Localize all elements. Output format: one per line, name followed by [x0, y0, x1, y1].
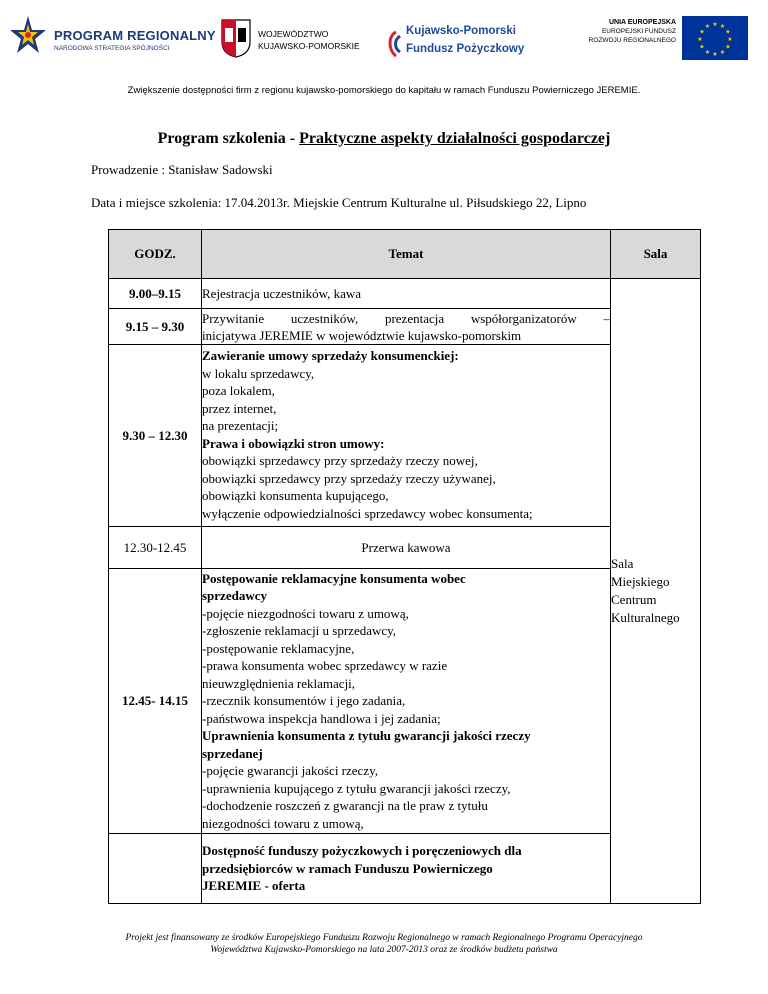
room-line: Miejskiego: [611, 574, 670, 589]
svg-text:★: ★: [725, 43, 731, 51]
topic-line: nieuwzględnienia reklamacji,: [202, 675, 356, 691]
row-time: 12.30-12.45: [109, 527, 202, 569]
eu-line2: EUROPEJSKI FUNDUSZ: [601, 28, 676, 35]
svg-text:★: ★: [697, 36, 703, 43]
row-time: 9.30 – 12.30: [109, 345, 202, 527]
topic-line: Zawieranie umowy sprzedaży konsumenckiej:: [202, 348, 459, 363]
row-topic: [202, 345, 611, 527]
date-place-line: Data i miejsce szkolenia: 17.04.2013r. Miejskie Centrum Kulturalne ul. Piłsudskiego 22, Lipno: [91, 195, 587, 210]
svg-text:★: ★: [719, 23, 726, 30]
topic-line: Prawa i obowiązki stron umowy:: [202, 435, 385, 451]
row-time: 9.15 – 9.30: [109, 309, 202, 345]
topic-line: obowiązki konsumenta kupującego,: [202, 488, 389, 503]
row-topic: [202, 569, 611, 834]
fundusz-line2: Fundusz Pożyczkowy: [406, 43, 525, 55]
topic-line: Uprawnienia konsumenta z tytułu gwarancji jakości rzeczy: [202, 728, 531, 744]
svg-text:★: ★: [699, 43, 705, 51]
row-topic: [202, 309, 611, 345]
row-time: 12.45- 14.15: [109, 569, 202, 834]
row-topic: [202, 834, 611, 904]
wojewodztwo-name: [258, 28, 360, 52]
footer-line1: Projekt jest finansowany ze środków Europejskiego Funduszu Rozwoju Regionalnego w ramach Regionalnego Programu Operacyjnego: [125, 933, 643, 943]
topic-line: wyłączenie odpowiedzialności sprzedawcy wobec konsumenta;: [202, 505, 533, 521]
topic-line: sprzedanej: [202, 745, 263, 761]
room-cell: [611, 279, 701, 904]
room-line: Sala: [611, 556, 634, 571]
topic-line: sprzedawcy: [202, 588, 267, 604]
topic-line: Dostępność funduszy pożyczkowych i poręczeniowych dla: [202, 843, 522, 859]
schedule-table: [108, 229, 701, 904]
row-topic: [202, 279, 611, 309]
svg-text:★: ★: [704, 23, 711, 30]
fundusz-line1: Kujawsko-Pomorski: [406, 25, 516, 37]
program-regionalny-title: PROGRAM REGIONALNY: [54, 28, 216, 43]
eu-text: [586, 18, 676, 45]
topic-line: poza lokalem,: [202, 383, 275, 398]
fundusz-logo: [382, 12, 542, 64]
topic-line: -zgłoszenie reklamacji u sprzedawcy,: [202, 623, 397, 639]
wojewodztwo-line1: WOJEWÓDZTWO: [258, 29, 329, 39]
wojewodztwo-logo: [220, 14, 370, 64]
leader-line: Prowadzenie : Stanisław Sadowski: [91, 162, 273, 177]
room-line: Kulturalnego: [611, 610, 680, 625]
page-title: [0, 130, 768, 148]
svg-text:★: ★: [699, 28, 705, 36]
fundusz-mark-icon: [386, 30, 406, 58]
svg-text:★: ★: [727, 36, 733, 43]
row-topic: [202, 527, 611, 569]
eu-flag-icon: [682, 16, 748, 60]
topic-line: -prawa konsumenta wobec sprzedawcy w razie: [202, 658, 448, 674]
wojewodztwo-line2: KUJAWSKO-POMORSKIE: [258, 41, 360, 51]
eu-logo: [586, 14, 762, 64]
program-regionalny-logo: [8, 14, 216, 64]
header-time: GODZ.: [109, 230, 202, 279]
topic-line: Przywitanie uczestników, prezentacja współorganizatorów –: [202, 310, 610, 326]
header-room: Sala: [611, 230, 701, 279]
topic-line: Rejestracja uczestników, kawa: [202, 285, 362, 301]
topic-line: przedsiębiorców w ramach Funduszu Powierniczego: [202, 860, 493, 876]
footer: [0, 932, 768, 956]
header-topic: Temat: [202, 230, 611, 279]
topic-line: inicjatywa JEREMIE w województwie kujawsko-pomorskim: [202, 327, 522, 343]
room-line: Centrum: [611, 592, 657, 607]
topic-line: Postępowanie reklamacyjne konsumenta wobec: [202, 570, 466, 586]
row-time: 9.00–9.15: [109, 279, 202, 309]
topic-line: -uprawnienia kupującego z tytułu gwarancji jakości rzeczy,: [202, 780, 511, 796]
footer-line2: Województwa Kujawsko-Pomorskiego na lata 2007-2013 oraz ze środków budżetu państwa: [210, 945, 558, 955]
svg-text:★: ★: [712, 51, 718, 58]
coat-of-arms-icon: [220, 18, 252, 58]
svg-text:★: ★: [719, 49, 726, 56]
topic-line: -pojęcie gwarancji jakości rzeczy,: [202, 763, 379, 779]
svg-text:★: ★: [725, 28, 731, 36]
svg-text:★: ★: [704, 49, 711, 56]
topic-line: -pojęcie niezgodności towaru z umową,: [202, 605, 409, 621]
table-row: [109, 279, 701, 309]
topic-line: obowiązki sprzedawcy przy sprzedaży rzeczy używanej,: [202, 470, 496, 486]
eu-line1: UNIA EUROPEJSKA: [608, 19, 676, 26]
topic-line: przez internet,: [202, 400, 277, 416]
eu-line3: ROZWOJU REGIONALNEGO: [588, 37, 676, 44]
header-note: Zwiększenie dostępności firm z regionu kujawsko-pomorskiego do kapitału w ramach Funduszu Powierniczego JEREMIE.: [127, 85, 641, 96]
topic-line: obowiązki sprzedawcy przy sprzedaży rzeczy nowej,: [202, 453, 478, 468]
logo-bar: [0, 8, 768, 70]
topic-line: na prezentacji;: [202, 418, 279, 433]
topic-line: w lokalu sprzedawcy,: [202, 365, 315, 381]
title-prefix: Program szkolenia -: [157, 130, 300, 147]
topic-line: -dochodzenie roszczeń z gwarancji na tle praw z tytułu: [202, 798, 488, 814]
topic-line: niezgodności towaru z umową,: [202, 815, 364, 831]
program-regionalny-subtitle: NARODOWA STRATEGIA SPÓJNOŚCI: [54, 45, 170, 52]
topic-line: -państwowa inspekcja handlowa i jej zadania;: [202, 710, 441, 726]
topic-line: -rzecznik konsumentów i jego zadania,: [202, 693, 406, 709]
row-time: [109, 834, 202, 904]
star-icon: [8, 14, 48, 56]
topic-line: -postępowanie reklamacyjne,: [202, 640, 355, 656]
topic-line: Przerwa kawowa: [361, 539, 451, 555]
title-name: Praktyczne aspekty działalności gospodarczej: [299, 130, 611, 147]
table-header-row: [109, 230, 701, 279]
svg-text:★: ★: [712, 21, 718, 28]
topic-line: JEREMIE - oferta: [202, 878, 306, 894]
